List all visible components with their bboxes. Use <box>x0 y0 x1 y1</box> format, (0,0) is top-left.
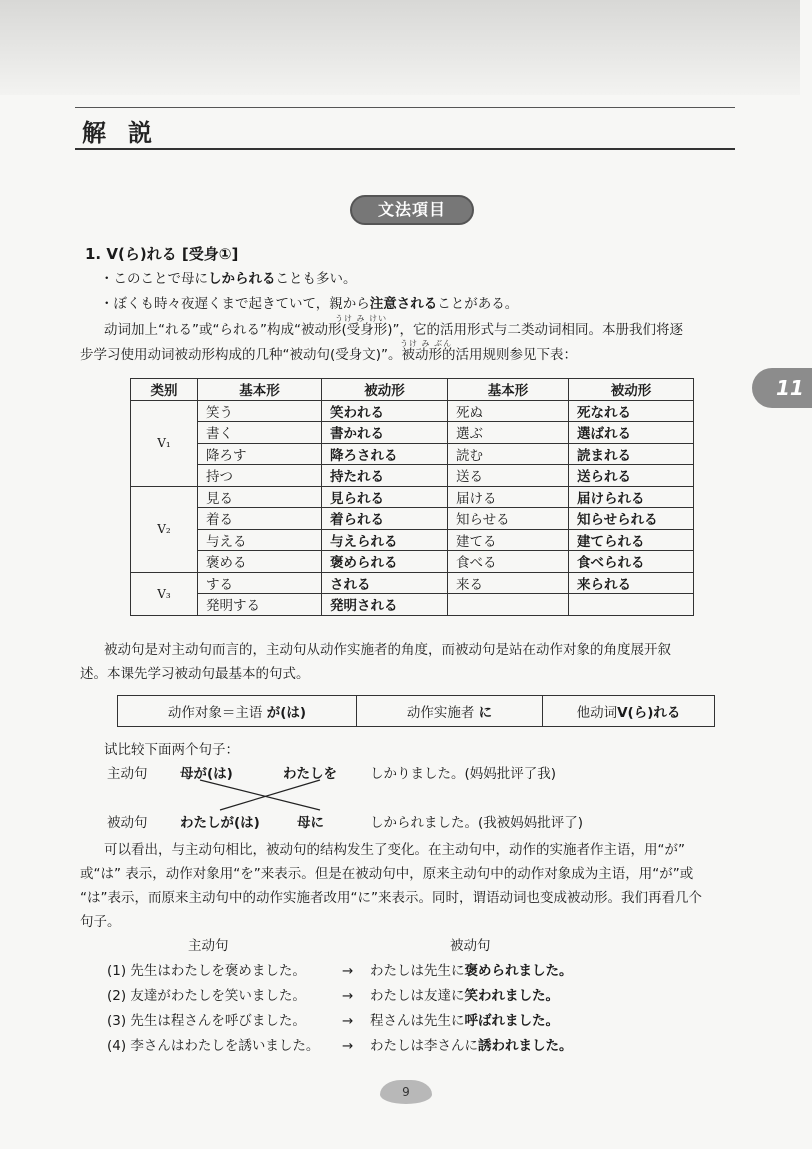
pattern-cell: 他动词V(ら)れる <box>543 696 715 727</box>
conjugation-table <box>130 378 694 616</box>
table-row <box>131 508 694 530</box>
header-rule-bottom <box>75 148 735 150</box>
paragraph-line: “は”表示，而原来主动句中的动作实施者改用“に”来表示。同时，谓语动词也变成被动形。我们再看几个 <box>80 890 702 906</box>
paragraph-line: 述。本课先学习被动句最基本的句式。 <box>80 666 310 682</box>
example-passive: わたしは先生に褒められました。 <box>370 963 573 979</box>
table-header: 被动形 <box>322 379 448 401</box>
table-cell: する <box>198 572 322 594</box>
table-cell: 笑う <box>198 400 322 422</box>
table-header: 被动形 <box>569 379 694 401</box>
table-cell: 建てられる <box>569 529 694 551</box>
table-cell: 与えられる <box>322 529 448 551</box>
active-label: 主动句 <box>107 766 148 782</box>
table-header: 类别 <box>131 379 198 401</box>
example-passive: 程さんは先生に呼ばれました。 <box>370 1013 559 1029</box>
ruby-reading: うけ み ぶん <box>400 339 453 348</box>
table-row <box>131 465 694 487</box>
table-cell: 読まれる <box>569 443 694 465</box>
table-cell: 来る <box>448 572 569 594</box>
table-cell: 届けられる <box>569 486 694 508</box>
explanation-line: 步学习使用动词被动形构成的几种“被动句(受身文)”。被动形的活用规则参见下表： <box>80 347 578 363</box>
explanation-line: 动词加上“れる”或“られる”构成“被动形(受身形)”，它的活用形式与二类动词相同。本册我们将逐 <box>104 322 683 338</box>
arrow-icon: → <box>342 1013 354 1029</box>
table-cell: 与える <box>198 529 322 551</box>
paragraph-line: 句子。 <box>80 914 121 930</box>
passive-subject: わたしが(は) <box>180 815 260 831</box>
table-cell: 選ぶ <box>448 422 569 444</box>
table-cell: 書かれる <box>322 422 448 444</box>
swap-arrows <box>175 775 375 815</box>
table-cell: 着る <box>198 508 322 530</box>
paragraph-line: 或“は” 表示，动作对象用“を”来表示。但是在被动句中，原来主动句中的动作对象成为主语，用“が”或 <box>80 866 694 882</box>
pattern-cell: 动作实施者 に <box>357 696 543 727</box>
arrow-icon: → <box>342 963 354 979</box>
table-cell: 送る <box>448 465 569 487</box>
section-label: 文法項目 <box>350 195 474 225</box>
compare-intro: 试比较下面两个句子： <box>104 742 239 758</box>
example-passive: わたしは友達に笑われました。 <box>370 988 559 1004</box>
pattern-cell: 动作对象＝主语 が(は) <box>118 696 357 727</box>
example-sentence: ・ぼくも時々夜遅くまで起きていて，親から注意されることがある。 <box>100 296 519 312</box>
table-row <box>131 400 694 422</box>
passive-label: 被动句 <box>107 815 148 831</box>
verb-category: V₃ <box>131 572 198 615</box>
paragraph-line: 被动句是对主动句而言的，主动句从动作实施者的角度，而被动句是站在动作对象的角度展开叙 <box>104 642 671 658</box>
table-row <box>131 486 694 508</box>
active-verb: しかりました。(妈妈批评了我) <box>370 766 557 782</box>
table-header: 基本形 <box>198 379 322 401</box>
example-row: (1) 先生はわたしを褒めました。 <box>107 963 306 979</box>
table-cell: 降ろされる <box>322 443 448 465</box>
table-row <box>131 443 694 465</box>
example-row: (4) 李さんはわたしを誘いました。 <box>107 1038 320 1054</box>
passive-verb: しかられました。(我被妈妈批评了) <box>370 815 584 831</box>
table-cell: 見られる <box>322 486 448 508</box>
arrow-icon: → <box>342 988 354 1004</box>
column-header-passive: 被动句 <box>450 938 491 954</box>
grammar-heading: 1. V(ら)れる [受身①] <box>85 245 239 263</box>
table-cell: 死ぬ <box>448 400 569 422</box>
table-cell: 建てる <box>448 529 569 551</box>
ruby-reading: うけ み けい <box>335 314 388 323</box>
table-cell: 送られる <box>569 465 694 487</box>
paragraph-line: 可以看出，与主动句相比，被动句的结构发生了变化。在主动句中，动作的实施者作主语，用“が” <box>104 842 685 858</box>
table-cell: 降ろす <box>198 443 322 465</box>
sentence-pattern-table <box>117 695 715 727</box>
column-header-active: 主动句 <box>188 938 229 954</box>
active-object: わたしを <box>283 766 337 782</box>
table-cell: 持つ <box>198 465 322 487</box>
verb-category: V₂ <box>131 486 198 572</box>
passive-agent: 母に <box>297 815 324 831</box>
table-cell: 選ばれる <box>569 422 694 444</box>
table-cell: 食べる <box>448 551 569 573</box>
table-cell: 食べられる <box>569 551 694 573</box>
table-cell <box>448 594 569 616</box>
table-cell: 書く <box>198 422 322 444</box>
table-row <box>131 422 694 444</box>
table-row <box>131 551 694 573</box>
header-rule-top <box>75 107 735 108</box>
table-cell: 来られる <box>569 572 694 594</box>
table-cell: 知らせられる <box>569 508 694 530</box>
verb-category: V₁ <box>131 400 198 486</box>
table-cell: 知らせる <box>448 508 569 530</box>
table-cell: 発明される <box>322 594 448 616</box>
page-title: 解説 <box>82 119 174 147</box>
table-cell: 褒められる <box>322 551 448 573</box>
table-cell: 発明する <box>198 594 322 616</box>
example-row: (3) 先生は程さんを呼びました。 <box>107 1013 306 1029</box>
table-cell: 褒める <box>198 551 322 573</box>
table-row <box>131 572 694 594</box>
table-row <box>131 529 694 551</box>
chapter-tab: 11 <box>752 368 812 408</box>
table-cell: 死なれる <box>569 400 694 422</box>
table-cell <box>569 594 694 616</box>
arrow-icon: → <box>342 1038 354 1054</box>
table-row <box>131 594 694 616</box>
page-number: 9 <box>380 1080 432 1104</box>
active-subject: 母が(は) <box>180 766 233 782</box>
example-passive: わたしは李さんに誘われました。 <box>370 1038 573 1054</box>
table-cell: 読む <box>448 443 569 465</box>
table-cell: される <box>322 572 448 594</box>
table-cell: 着られる <box>322 508 448 530</box>
example-sentence: ・このことで母にしかられることも多い。 <box>100 271 357 287</box>
table-cell: 見る <box>198 486 322 508</box>
table-cell: 持たれる <box>322 465 448 487</box>
table-cell: 笑われる <box>322 400 448 422</box>
table-header: 基本形 <box>448 379 569 401</box>
example-row: (2) 友達がわたしを笑いました。 <box>107 988 306 1004</box>
scan-shadow <box>0 0 800 95</box>
table-cell: 届ける <box>448 486 569 508</box>
